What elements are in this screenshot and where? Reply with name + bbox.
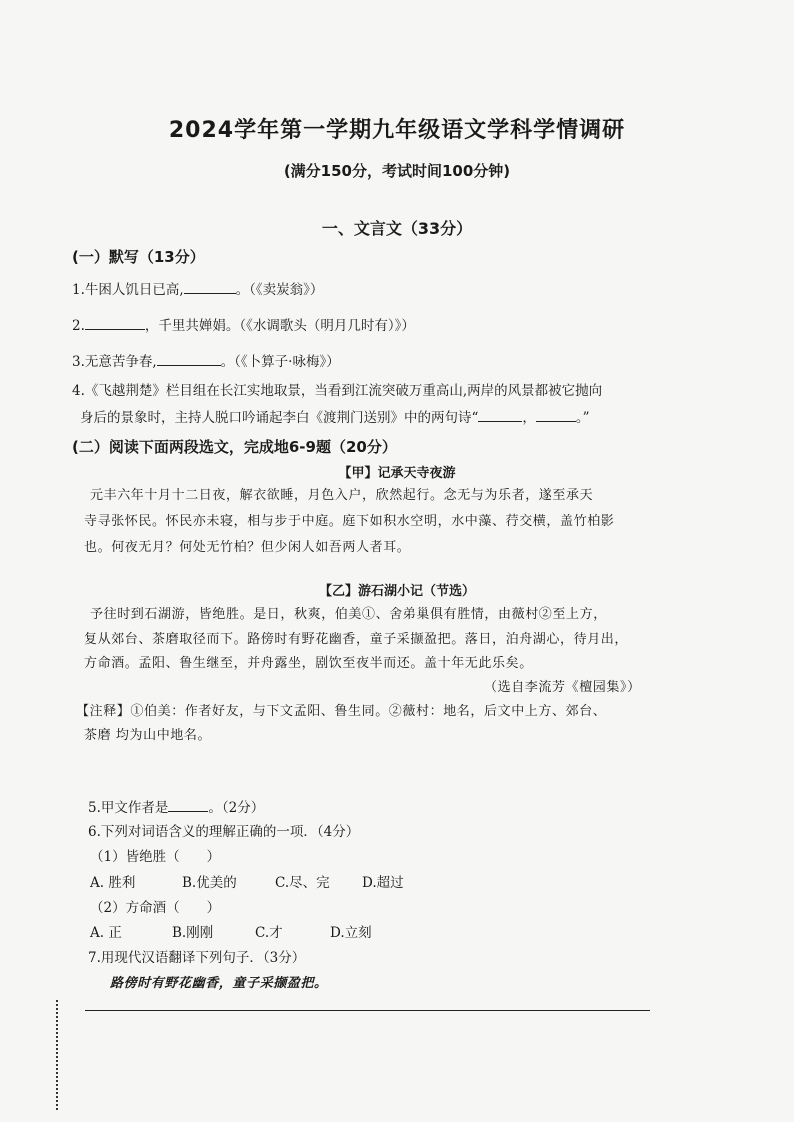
option-a[interactable]: A. 胜利 <box>90 875 136 891</box>
passage-jia-line: 元丰六年十月十二日夜，解衣欲睡，月色入户，欣然起行。念无与为乐者，遂至承天 <box>90 488 594 503</box>
question-7-stem: 7.用现代汉语翻译下列句子．（3分） <box>88 950 306 966</box>
question-4-text: 身后的景象时，主持人脱口吟诵起李白《渡荆门送别》中的两句诗“ <box>80 410 479 426</box>
question-4-line-2 <box>80 406 590 426</box>
part2-heading: (二）阅读下面两段选文，完成地6-9题（20分） <box>72 438 397 456</box>
passage-yi-line: 复从郊台、茶磨取径而下。路傍时有野花幽香，童子采撷盈把。落日，泊舟湖心，待月出， <box>84 632 629 647</box>
answer-blank[interactable] <box>536 409 576 422</box>
question-3 <box>72 350 340 370</box>
option-d[interactable]: D.超过 <box>362 875 404 891</box>
question-1-text: 1.牛困人饥日已高, <box>72 282 184 298</box>
question-6-sub-1[interactable]: （1）皆绝胜（ ） <box>90 849 221 865</box>
question-2-number: 2. <box>72 318 85 334</box>
option-b[interactable]: B.刚刚 <box>172 925 214 941</box>
option-d[interactable]: D.立刻 <box>330 925 372 941</box>
option-c[interactable]: C.尽、完 <box>275 875 330 891</box>
answer-blank[interactable] <box>85 317 145 330</box>
question-4-end: 。” <box>575 410 590 426</box>
question-3-text: 3.无意苦争春, <box>72 354 157 370</box>
passage-jia-title: 【甲】记承天寺夜游 <box>338 466 456 481</box>
annotation-line: 茶磨 均为山中地名。 <box>84 728 212 743</box>
question-6-stem: 6.下列对词语含义的理解正确的一项．（4分） <box>88 824 360 840</box>
exam-title: 2024学年第一学期九年级语文学科学情调研 <box>168 118 626 143</box>
passage-yi-line: 予往时到石湖游，皆绝胜。是日，秋爽，伯美①、舍弟巢俱有胜情，由薇村②至上方， <box>90 607 607 622</box>
question-6-sub-2[interactable]: （2）方命酒（ ） <box>90 900 221 916</box>
option-a[interactable]: A. 正 <box>90 925 122 941</box>
passage-yi-line: 方命酒。孟阳、鲁生继至，并舟露坐，剧饮至夜半而还。盖十年无此乐矣。 <box>84 656 533 671</box>
option-b[interactable]: B.优美的 <box>182 875 237 891</box>
question-7-sentence: 路傍时有野花幽香，童子采撷盈把。 <box>110 976 328 991</box>
question-5-score: 。（2分） <box>208 800 265 816</box>
answer-line[interactable] <box>85 1010 650 1011</box>
question-1 <box>72 278 323 298</box>
binding-margin-dots <box>56 1000 60 1110</box>
annotation-line: 【注释】①伯美：作者好友，与下文孟阳、鲁生同。②薇村：地名，后文中上方、郊台、 <box>76 704 607 719</box>
question-4-comma: ， <box>522 410 536 426</box>
section-heading: 一、文言文（33分） <box>321 219 473 238</box>
passage-jia-line: 寺寻张怀民。怀民亦未寝，相与步于中庭。庭下如积水空明，水中藻、荇交横，盖竹柏影 <box>84 514 615 529</box>
answer-blank[interactable] <box>157 353 221 366</box>
question-4-line-1: 4.《飞越荆楚》栏目组在长江实地取景，当看到江流突破万重高山,两岸的风景都被它抛向 <box>72 383 603 399</box>
answer-blank[interactable] <box>184 281 236 294</box>
question-1-source: 。（《卖炭翁》） <box>235 282 324 298</box>
question-5 <box>88 796 264 816</box>
exam-subtitle: (满分150分，考试时间100分钟) <box>283 162 511 180</box>
answer-blank[interactable] <box>168 799 208 812</box>
part1-heading: (一）默写（13分） <box>72 248 205 266</box>
question-2 <box>72 314 415 334</box>
answer-blank[interactable] <box>478 409 522 422</box>
question-5-text: 5.甲文作者是 <box>88 800 169 816</box>
option-c[interactable]: C.才 <box>255 925 283 941</box>
passage-jia-line: 也。何夜无月？何处无竹柏？但少闲人如吾两人者耳。 <box>84 540 411 555</box>
passage-yi-source: （选自李流芳《檀园集》） <box>484 680 641 695</box>
passage-yi-title: 【乙】游石湖小记（节选） <box>318 584 475 599</box>
question-3-source: 。（《卜算子·咏梅》） <box>220 354 340 370</box>
question-2-text: ，千里共婵娟。（《水调歌头（明月几时有）》） <box>144 318 415 334</box>
